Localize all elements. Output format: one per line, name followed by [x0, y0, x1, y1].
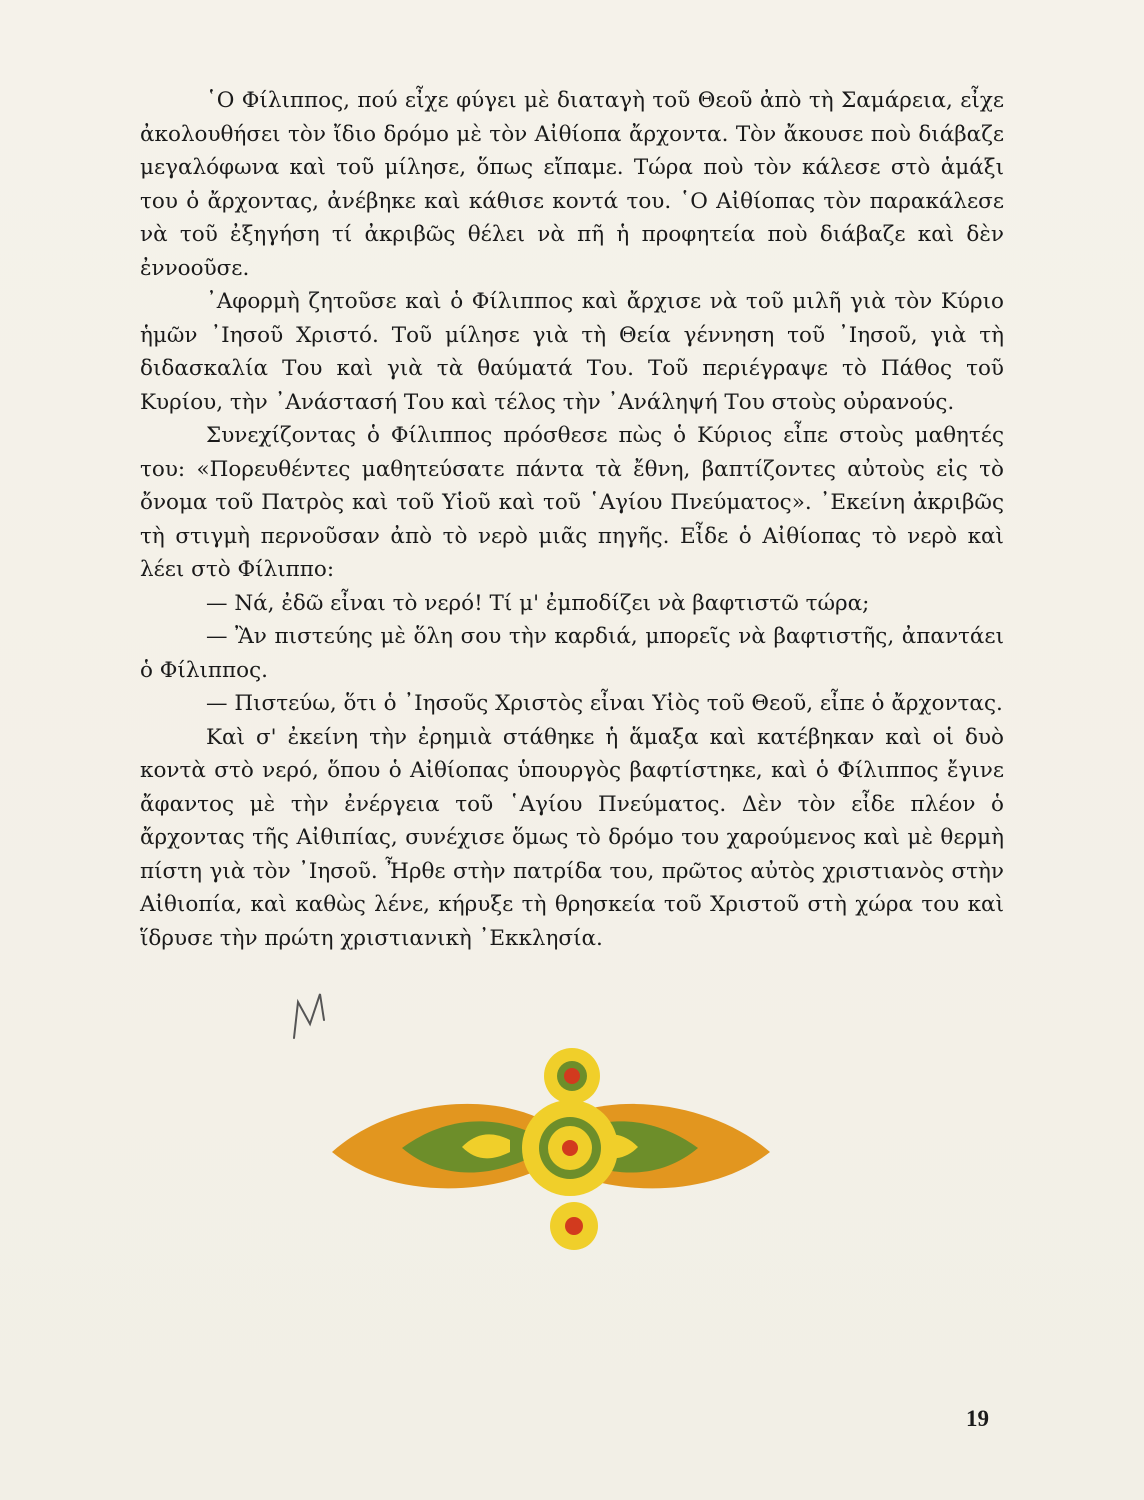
paragraph-1: ῾Ο Φίλιππος, πού εἶχε φύγει μὲ διαταγὴ τοῦ Θεοῦ ἀπὸ τὴ Σαμάρεια, εἶχε ἀκολουθήσει τὸν ἴδιο δρόμο μὲ τὸν Αἰθίοπα ἄρχοντα. Τὸν ἄκουσε ποὺ διάβαζε μεγαλόφωνα καὶ τοῦ μίλησε, ὅπως εἴπαμε. Τώρα ποὺ τὸν κάλεσε στὸ ἁμάξι του ὁ ἄρχοντας, ἀνέβηκε καὶ κάθισε κοντά του. ῾Ο Αἰθίοπας τὸν παρακάλεσε νὰ τοῦ ἐξηγήση τί ἀκριβῶς θέλει νὰ πῆ ἡ προφητεία ποὺ διάβαζε καὶ δὲν ἐννοοῦσε.	[140, 88, 1004, 281]
dialogue-line-3: — Πιστεύω, ὅτι ὁ ᾿Ιησοῦς Χριστὸς εἶναι Υἱὸς τοῦ Θεοῦ, εἶπε ὁ ἄρχοντας.	[206, 691, 1003, 716]
page-number: 19	[966, 1406, 989, 1431]
paragraph-2: ᾿Αφορμὴ ζητοῦσε καὶ ὁ Φίλιππος καὶ ἄρχισε νὰ τοῦ μιλῆ γιὰ τὸν Κύριο ἡμῶν ᾿Ιησοῦ Χριστό. Τοῦ μίλησε γιὰ τὴ Θεία γέννηση τοῦ ᾿Ιησοῦ, γιὰ τὴ διδασκαλία Του καὶ γιὰ τὰ θαύματά Του. Τοῦ περιέγραψε τὸ Πάθος τοῦ Κυρίου, τὴν ᾿Ανάστασή Του καὶ τέλος τὴν ᾿Ανάληψή Του στοὺς οὐρανούς.	[140, 289, 1004, 415]
dialogue-line-2: — Ἂν πιστεύης μὲ ὅλη σου τὴν καρδιά, μπορεῖς νὰ βαφτιστῆς, ἀπαντάει ὁ Φίλιππος.	[140, 624, 1004, 683]
dialogue-line-1: — Νά, ἐδῶ εἶναι τὸ νερό! Τί μ' ἐμποδίζει νὰ βαφτιστῶ τώρα;	[206, 590, 870, 616]
paragraph-4: Καὶ σ' ἐκείνη τὴν ἐρημιὰ στάθηκε ἡ ἅμαξα καὶ κατέβηκαν καὶ οἱ δυὸ κοντὰ στὸ νερό, ὅπου ὁ Αἰθίοπας ὑπουργὸς βαφτίστηκε, καὶ ὁ Φίλιππος ἔγινε ἄφαντος μὲ τὴν ἐνέργεια τοῦ ῾Αγίου Πνεύματος. Δὲν τὸν εἶδε πλέον ὁ ἄρχοντας τῆς Αἰθιπίας, συνέχισε ὅμως τὸ δρόμο του χαρούμενος καὶ μὲ θερμὴ πίστη γιὰ τὸν ᾿Ιησοῦ. Ἦρθε στὴν πατρίδα του, πρῶτος αὐτὸς χριστιανὸς στὴν Αἰθιοπία, καὶ καθὼς λένε, κήρυξε τὴ θρησκεία τοῦ Χριστοῦ στὴ χώρα του καὶ ἵδρυσε τὴν πρώτη χριστιανικὴ ᾿Εκκλησία.	[140, 724, 1004, 951]
decorative-ornament	[330, 1030, 770, 1260]
body-text	[140, 84, 1004, 955]
paragraph-3: Συνεχίζοντας ὁ Φίλιππος πρόσθεσε πὼς ὁ Κύριος εἶπε στοὺς μαθητές του: «Πορευθέντες μαθητεύσατε πάντα τὰ ἔθνη, βαπτίζοντες αὐτοὺς εἰς τὸ ὄνομα τοῦ Πατρὸς καὶ τοῦ Υἱοῦ καὶ τοῦ ῾Αγίου Πνεύματος». ᾿Εκείνη ἀκριβῶς τὴ στιγμὴ περνοῦσαν ἀπὸ τὸ νερὸ μιᾶς πηγῆς. Εἶδε ὁ Αἰθίοπας τὸ νερὸ καὶ λέει στὸ Φίλιππο:	[140, 423, 1004, 582]
